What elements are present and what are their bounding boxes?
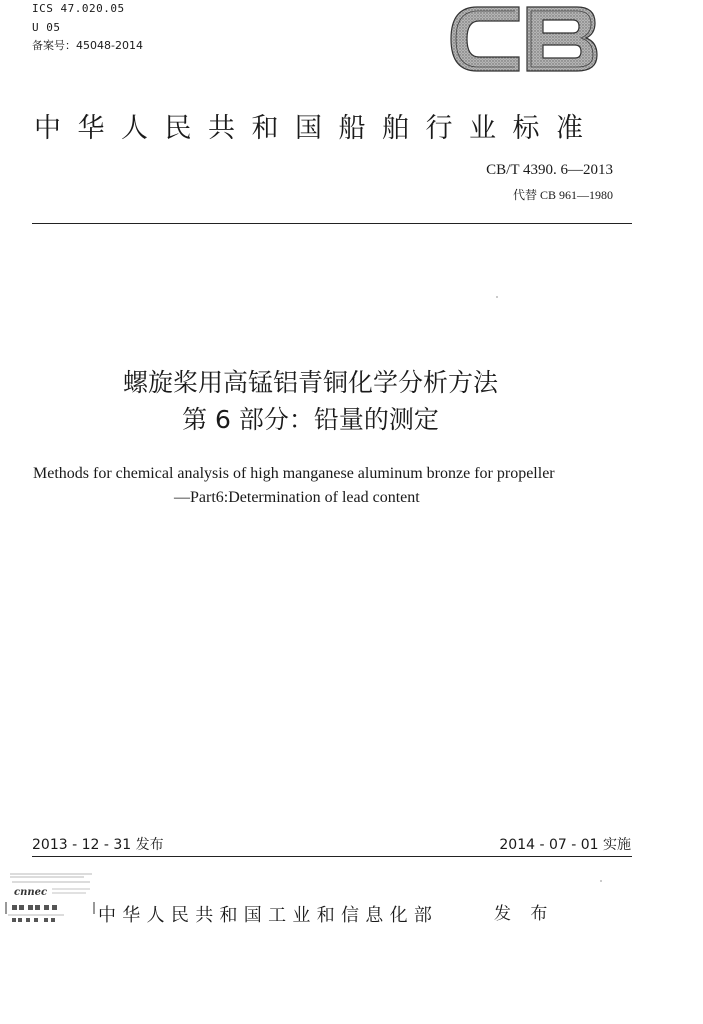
svg-text:cnnec: cnnec (14, 887, 48, 898)
replaces-standard: 代替 CB 961—1980 (512, 188, 613, 202)
ics-code: ICS 47.020.05 (32, 2, 125, 15)
date-divider (32, 856, 632, 857)
standard-number: CB/T 4390. 6—2013 (486, 162, 613, 178)
industry-standard-title: 中华人民共和国船舶行业标准 (34, 113, 600, 144)
publisher-stamp-icon (4, 868, 96, 928)
implementation-date: 2014 - 07 - 01 实施 (499, 837, 631, 853)
scan-speck (496, 296, 498, 298)
issue-date: 2013 - 12 - 31 发布 (32, 837, 164, 853)
chinese-title-line-2: 第 6 部分：铅量的测定 (182, 405, 439, 434)
chinese-title-line-1: 螺旋桨用高锰铝青铜化学分析方法 (122, 368, 498, 397)
header-divider (32, 223, 632, 224)
english-title-line-1: Methods for chemical analysis of high manganese aluminum bronze for propeller (33, 465, 555, 482)
scan-speck (600, 880, 602, 882)
cb-logo-icon (447, 3, 601, 75)
publish-label: 发 布 (494, 904, 555, 924)
ccs-code: U 05 (32, 21, 61, 34)
record-number: 备案号：45048-2014 (32, 39, 143, 52)
issuing-ministry: 中华人民共和国工业和信息化部 (98, 905, 439, 926)
english-title-line-2: —Part6:Determination of lead content (174, 489, 420, 506)
